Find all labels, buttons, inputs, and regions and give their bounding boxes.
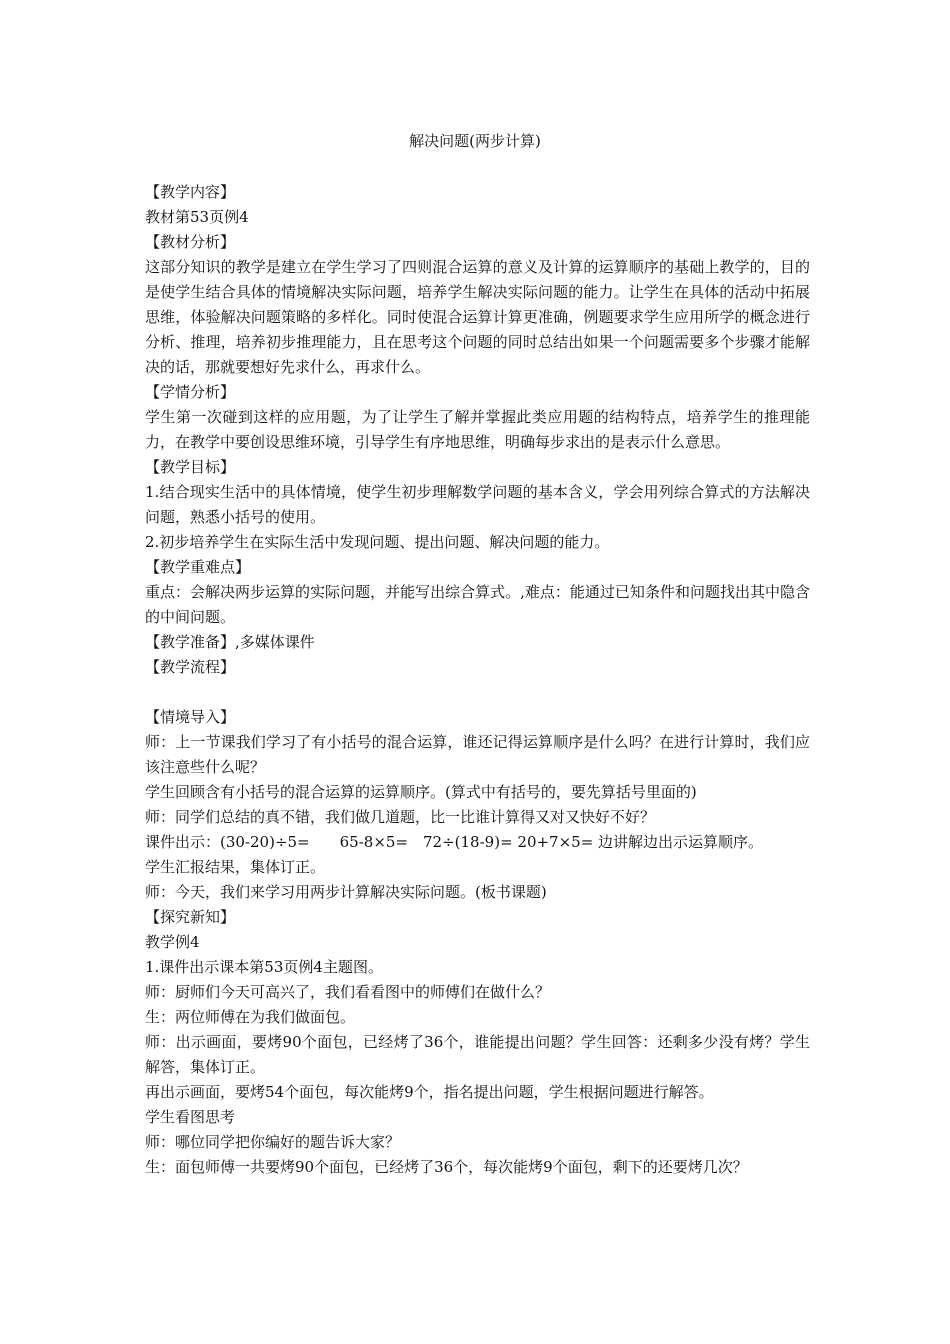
paragraph: 课件出示：(30-20)÷5= 65-8×5= 72÷(18-9)= 20+7×5= 边讲解边出示运算顺序。: [145, 833, 764, 851]
paragraph: 这部分知识的教学是建立在学生学习了四则混合运算的意义及计算的运算顺序的基础上教学的，目的是使学生结合具体的情境解决实际问题，培养学生解决实际问题的能力。让学生在具体的活动中拓展思维，体验解决问题策略的多样化。同时使混合运算计算更准确，例题要求学生应用所学的概念进行分析、推理，培养初步推理能力，且在思考这个问题的同时总结出如果一个问题需要多个步骤才能解决的话，那就要想好先求什么，再求什么。: [145, 258, 810, 376]
section-heading: 【教学目标】: [145, 458, 236, 476]
section-heading: 【教学流程】: [145, 658, 236, 676]
paragraph: 再出示画面，要烤54个面包，每次能烤9个，指名提出问题，学生根据问题进行解答。: [145, 1083, 714, 1101]
document-title: 解决问题(两步计算): [409, 132, 541, 150]
paragraph: 师：出示画面，要烤90个面包，已经烤了36个，谁能提出问题？学生回答：还剩多少没有烤？学生解答，集体订正。: [145, 1033, 810, 1076]
paragraph: 教学例4: [145, 933, 200, 951]
paragraph: 重点：会解决两步运算的实际问题，并能写出综合算式。,难点：能通过已知条件和问题找出其中隐含的中间问题。: [145, 583, 810, 626]
paragraph: 生：两位师傅在为我们做面包。: [145, 1008, 356, 1026]
paragraph: 生：面包师傅一共要烤90个面包，已经烤了36个，每次能烤9个面包，剩下的还要烤几次？: [145, 1158, 748, 1176]
section-heading: 【探究新知】: [145, 908, 236, 926]
paragraph: 学生看图思考: [145, 1108, 236, 1126]
section-heading: 【学情分析】: [145, 383, 236, 401]
paragraph: 2.初步培养学生在实际生活中发现问题、提出问题、解决问题的能力。: [145, 533, 610, 551]
paragraph: 师：今天，我们来学习用两步计算解决实际问题。(板书课题): [145, 883, 547, 901]
blank-line: [145, 680, 810, 705]
paragraph: 1.结合现实生活中的具体情境，使学生初步理解数学问题的基本含义，学会用列综合算式的方法解决问题，熟悉小括号的使用。: [145, 483, 810, 526]
paragraph: 学生第一次碰到这样的应用题，为了让学生了解并掌握此类应用题的结构特点，培养学生的推理能力，在教学中要创设思维环境，引导学生有序地思维，明确每步求出的是表示什么意思。: [145, 408, 810, 451]
paragraph: 师：上一节课我们学习了有小括号的混合运算，谁还记得运算顺序是什么吗？在进行计算时，我们应该注意些什么呢？: [145, 733, 810, 776]
section-heading: 【教学重难点】: [145, 558, 251, 576]
section-heading: 【教学准备】,多媒体课件: [145, 633, 315, 651]
paragraph: 师：同学们总结的真不错，我们做几道题，比一比谁计算得又对又快好不好？: [145, 808, 656, 826]
section-heading: 【情境导入】: [145, 708, 236, 726]
paragraph: 教材第53页例4: [145, 208, 249, 226]
paragraph: 师：厨师们今天可高兴了，我们看看图中的师傅们在做什么？: [145, 983, 551, 1001]
paragraph: 师：哪位同学把你编好的题告诉大家？: [145, 1133, 401, 1151]
section-heading: 【教材分析】: [145, 233, 236, 251]
paragraph: 学生回顾含有小括号的混合运算的运算顺序。(算式中有括号的，要先算括号里面的): [145, 783, 697, 801]
section-heading: 【教学内容】: [145, 183, 236, 201]
paragraph: 1.课件出示课本第53页例4主题图。: [145, 958, 383, 976]
paragraph: 学生汇报结果，集体订正。: [145, 858, 326, 876]
document-body: [145, 180, 810, 1180]
